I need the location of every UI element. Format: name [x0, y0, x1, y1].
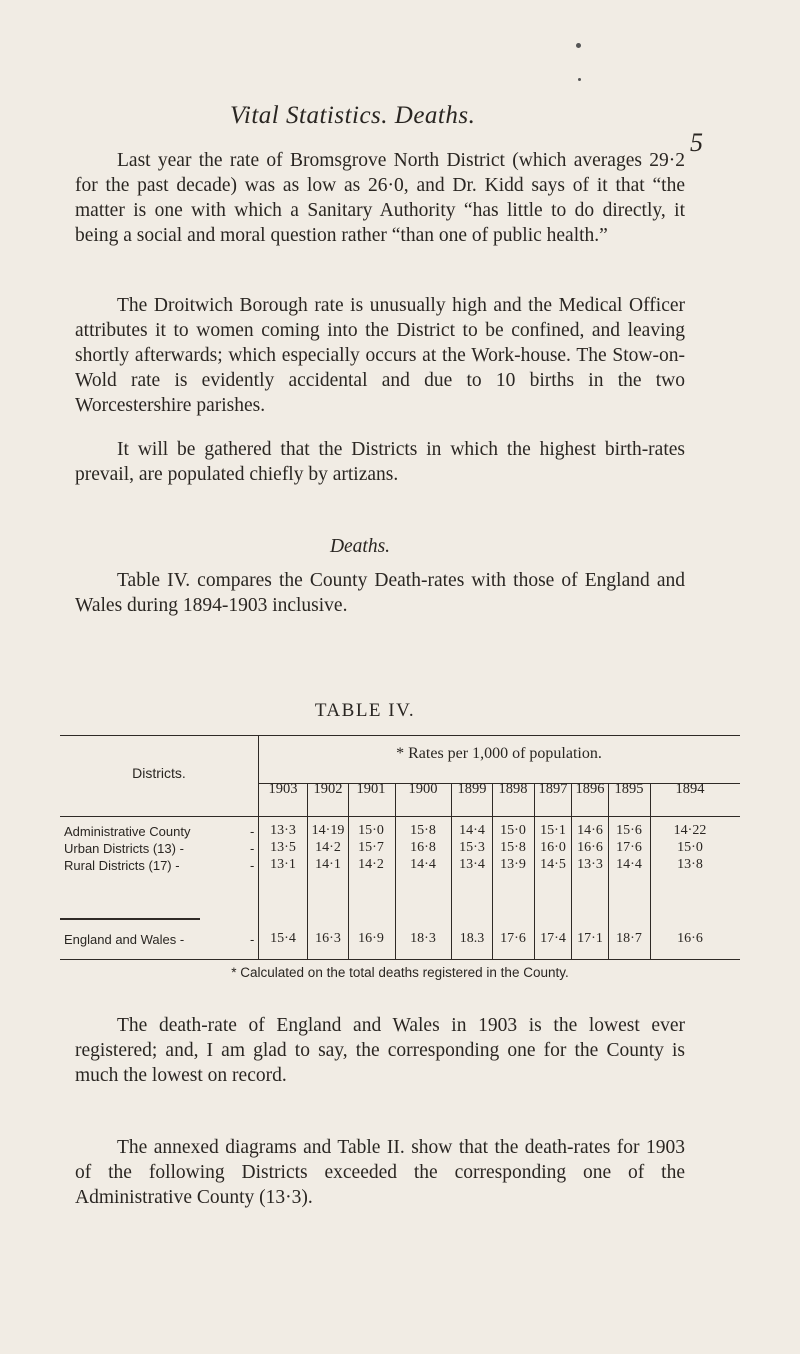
table-cell: 15·6 [616, 823, 642, 838]
row-dash: - [250, 932, 255, 947]
year-header: 1897 [538, 781, 568, 797]
death-rates-table [60, 735, 740, 960]
print-speck-dot [578, 78, 581, 81]
print-speck-dot [576, 43, 581, 48]
year-header: 1895 [614, 781, 644, 797]
table-cell: 15·0 [358, 823, 384, 838]
table-cell: 15·0 [677, 840, 703, 855]
table-footnote: * Calculated on the total deaths registered in the County. [231, 965, 569, 980]
table-cell: 13·8 [677, 857, 703, 872]
table-cell: 14·4 [616, 857, 642, 872]
year-header: 1900 [408, 781, 438, 797]
table-cell: 18.3 [459, 931, 485, 946]
year-header: 1898 [498, 781, 528, 797]
row-dash: - [250, 858, 255, 873]
table-cell: 15·8 [500, 840, 526, 855]
table-cell: 15·1 [540, 823, 566, 838]
table-cell: 16·8 [410, 840, 436, 855]
table-cell: 15·8 [410, 823, 436, 838]
table-cell: 13·9 [500, 857, 526, 872]
table-cell: 14·4 [459, 823, 485, 838]
table-title: TABLE IV. [314, 700, 416, 721]
paragraph-districts-exceeded: The annexed diagrams and Table II. show that the death-rates for 1903 of the following Districts exceeded the corresponding one of the Administrative County (13·3). [75, 1137, 685, 1208]
table-cell: 14·2 [315, 840, 341, 855]
table-cell: 18·3 [410, 931, 436, 946]
districts-header: Districts. [132, 765, 186, 781]
table-cell: 14·19 [311, 823, 345, 838]
row-label-rural-districts: Rural Districts (17) - [64, 858, 180, 873]
table-cell: 17·4 [540, 931, 566, 946]
row-dash: - [250, 841, 255, 856]
table-cell: 15·3 [459, 840, 485, 855]
table-cell: 13·4 [459, 857, 485, 872]
row-label-urban-districts: Urban Districts (13) - [64, 841, 184, 856]
year-header: 1896 [575, 781, 605, 797]
table-cell: 14·6 [577, 823, 603, 838]
table-cell: 17·1 [577, 931, 603, 946]
table-cell: 16·6 [677, 931, 703, 946]
running-title: Vital Statistics. Deaths. [230, 102, 476, 129]
table-cell: 13·5 [270, 840, 296, 855]
year-header: 1894 [675, 781, 705, 797]
table-cell: 16·3 [315, 931, 341, 946]
table-cell: 13·1 [270, 857, 296, 872]
table-cell: 16·6 [577, 840, 603, 855]
table-cell: 14·22 [673, 823, 707, 838]
table-cell: 15·0 [500, 823, 526, 838]
year-header: 1903 [268, 781, 298, 797]
table-cell: 17·6 [616, 840, 642, 855]
table-cell: 15·4 [270, 931, 296, 946]
table-cell: 18·7 [616, 931, 642, 946]
year-header: 1901 [356, 781, 386, 797]
table-cell: 13·3 [577, 857, 603, 872]
paragraph-bromsgrove: Last year the rate of Bromsgrove North District (which averages 29·2 for the past decade) was as low as 26·0, and Dr. Kidd says of it that “the matter is one with which a Sanitary Authority “has little to do directly, it being a social and moral question rather “than one of public health.” [75, 150, 685, 246]
table-cell: 15·7 [358, 840, 384, 855]
table-cell: 16·0 [540, 840, 566, 855]
table-cell: 14·5 [540, 857, 566, 872]
year-header: 1902 [313, 781, 343, 797]
paragraph-droitwich: The Droitwich Borough rate is unusually high and the Medical Officer attributes it to women coming into the District to be confined, and leaving shortly afterwards; which especially occurs at the Work-house. The Stow-on-Wold rate is evidently accidental and due to 10 births in the two Worcestershire parishes. [75, 295, 685, 416]
paragraph-birth-rates: It will be gathered that the Districts in which the highest birth-rates prevail, are populated chiefly by artizans. [75, 439, 685, 485]
deaths-heading: Deaths. [329, 536, 391, 557]
table-cell: 17·6 [500, 931, 526, 946]
paragraph-lowest-death-rate: The death-rate of England and Wales in 1903 is the lowest ever registered; and, I am glad to say, the corresponding one for the County is much the lowest on record. [75, 1015, 685, 1086]
row-label-administrative-county: Administrative County [64, 824, 191, 839]
year-header: 1899 [457, 781, 487, 797]
row-dash: - [250, 824, 255, 839]
paragraph-table-intro: Table IV. compares the County Death-rates with those of England and Wales during 1894-1903 inclusive. [75, 570, 685, 616]
table-cell: 13·3 [270, 823, 296, 838]
table-cell: 16·9 [358, 931, 384, 946]
page-number: 5 [690, 128, 703, 157]
table-cell: 14·1 [315, 857, 341, 872]
table-cell: 14·4 [410, 857, 436, 872]
table-cell: 14·2 [358, 857, 384, 872]
rates-header: * Rates per 1,000 of population. [396, 745, 602, 762]
row-label-england-and-wales: England and Wales - [64, 932, 185, 947]
